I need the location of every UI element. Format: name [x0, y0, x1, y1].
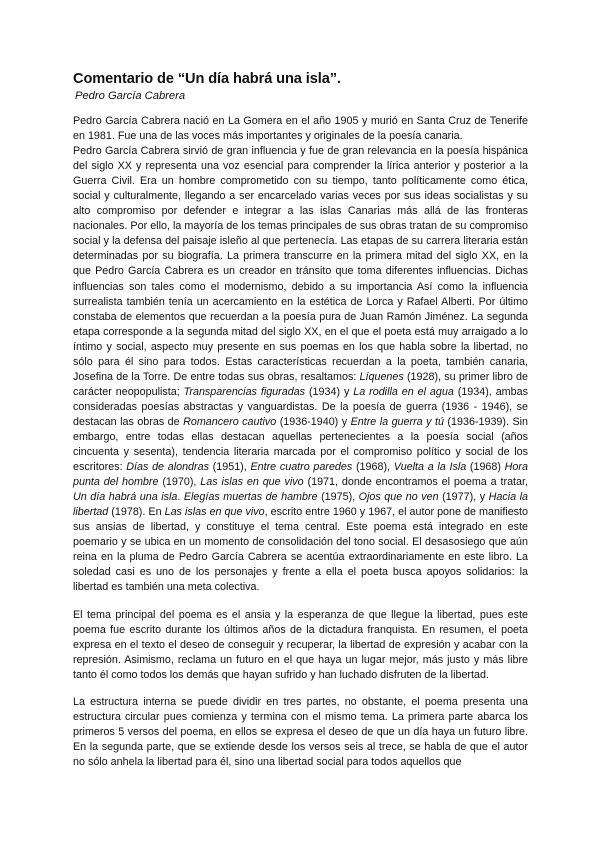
work-title: Un día habrá una isla — [73, 491, 178, 504]
work-title: Líquenes — [359, 370, 404, 383]
work-title: Hora punta del hombre — [73, 461, 528, 489]
document-author: Pedro García Cabrera — [75, 90, 186, 102]
text-run: (1971, donde encontramos el poema a tratar, — [303, 476, 528, 489]
work-title: Vuelta a la Isla — [393, 461, 467, 474]
text-run: (1977), y — [438, 491, 489, 504]
text-run: (1968) — [466, 461, 505, 474]
work-title: Las islas en que vivo — [200, 476, 304, 489]
text-run: (1978). En — [108, 506, 165, 519]
text-run: (1968), — [352, 461, 394, 474]
text-run: (1970), — [158, 476, 201, 489]
work-title: Transparencias figuradas — [183, 385, 306, 398]
paragraph-theme: El tema principal del poema es el ansia y la esperanza de que llegue la libertad, pues este poema fue escrito durante los últimos años de la dictadura franquista. En resumen, el poeta expresa en el texto el deseo de conseguir y recuperar, la libertad de expresión y acabar con la represión. Asimismo, reclama un futuro en el que haya un lugar mejor, más justo y más libre tanto él como todos los demás que hayan sufrido y han luchado disfruten de la libertad. — [73, 608, 528, 681]
document-body — [73, 114, 528, 770]
work-title: Entre cuatro paredes — [250, 461, 353, 474]
text-run: (1975), — [317, 491, 359, 504]
text-run: (1936-1940) y — [276, 415, 351, 428]
text-run: (1951), — [208, 461, 251, 474]
text-run: (1934) y — [305, 385, 354, 398]
text-run: Pedro García Cabrera sirvió de gran influencia y fue de gran relevancia en la poesía hispánica del siglo XX y representa una voz esencial para comprender la lírica anterior y posterior a la Guerra Civil. Era un hombre comprometido con su tiempo, tanto políticamente como ética, social y culturalmente, llegando a ser encarcelado varias veces por sus ideas socialistas y su alto compromiso por defender e integrar a las islas Canarias más allá de las fronteras nacionales. Por ello, la mayoría de los temas principales de sus obras tratan de su compromiso social y la defensa del paisaje isleño al que pertenecía. Las etapas de su carrera literaria están determinadas por su biografía. La primera transcurre en la primera mitad del siglo XX, en la que Pedro García Cabrera es un creador en tránsito que toma diferentes influencias. Dichas influencias son tales como el modernismo, debido a su importancia Así como la influencia surrealista también tenía un acercamiento en la estética de Lorca y Rafael Alberti. Por último constaba de elementos que recuerdan a la poesía pura de Juan Ramón Jiménez. La segunda etapa corresponde a la segunda mitad del siglo XX, en el que el poeta está muy arraigado a lo íntimo y social, aspecto muy presente en sus poemas en los que habla sobre la libertad, no sólo para él sino para todos. Estas características recuerdan a la poeta, también canaria, Josefina de la Torre. De entre todas sus obras, resaltamos: — [73, 145, 528, 383]
work-title: Ojos que no ven — [358, 491, 439, 504]
work-title: Hacia la libertad — [73, 491, 528, 519]
text-run: (1936-1939). Sin embargo, entre todas ellas destacan aquellas pertenecientes a la poesía social (años cincuenta y sesenta), tendencia literaria marcada por el compromiso político y social de los escritores: — [73, 415, 528, 474]
document-title: Comentario de “Un día habrá una isla”. — [73, 71, 341, 87]
text-run: , escrito entre 1960 y 1967, el autor pone de manifiesto sus ansias de libertad, y constituye el tema central. Este poema está integrado en este poemario y se ubica en un momento de consolidación del tono social. El desasosiego que aún reina en la pluma de Pedro García Cabrera se acentúa extraordinariamente en este libro. La soledad casi es uno de los personajes y frente a ella el poeta busca apoyos solidarios: la libertad es también una meta colectiva. — [73, 506, 529, 594]
paragraph-biography: Pedro García Cabrera nació en La Gomera en el año 1905 y murió en Santa Cruz de Tenerife en 1981. Fue una de las voces más importantes y originales de la poesía canaria. — [73, 115, 528, 143]
paragraph-structure: La estructura interna se puede dividir en tres partes, no obstante, el poema presenta una estructura circular pues comienza y termina con el mismo tema. La primera parte abarca los primeros 5 versos del poema, en ellos se expresa el deseo de que un día haya un futuro libre. En la segunda parte, que se extiende desde los versos seis al trece, se habla de que el autor no sólo anhela la libertad para él, sino una libertad social para todos aquellos que — [73, 695, 528, 768]
text-run: (1928), su primer libro de carácter neopopulista; — [73, 370, 528, 398]
text-run: . — [177, 491, 184, 504]
work-title: Días de alondras — [126, 461, 209, 474]
paragraph-career — [73, 144, 528, 595]
work-title: Romancero cautivo — [183, 415, 277, 428]
work-title: Elegías muertas de hambre — [183, 491, 318, 504]
work-title: Las islas en que vivo — [164, 506, 265, 519]
work-title: Entre la guerra y tú — [350, 415, 444, 428]
work-title: La rodilla en el agua — [353, 385, 454, 398]
text-run: (1934), ambas consideradas poesías abstractas y vanguardistas. De la poesía de guerra (1936 - 1946), se destacan las obras de — [73, 385, 528, 428]
